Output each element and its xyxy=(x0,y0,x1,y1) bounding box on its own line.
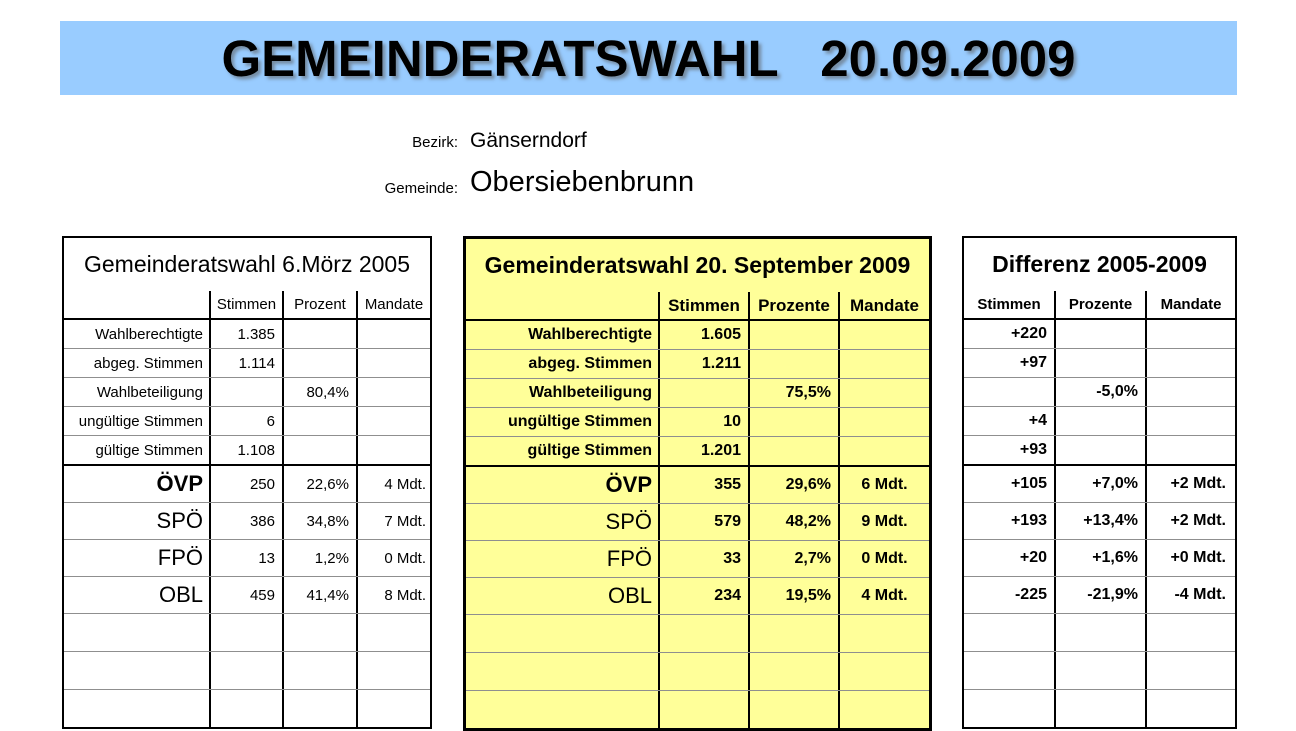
prozent-cell xyxy=(282,436,356,464)
empty-cell xyxy=(838,653,929,690)
empty-row xyxy=(64,652,430,690)
table-row xyxy=(466,578,929,615)
prozent-cell xyxy=(1054,349,1145,377)
mandate-cell: -4 Mdt. xyxy=(1145,577,1235,613)
mandate-cell xyxy=(838,408,929,436)
table-row xyxy=(64,503,430,540)
stimmen-cell: 234 xyxy=(658,578,748,614)
empty-cell xyxy=(356,690,430,727)
table-row xyxy=(964,466,1235,503)
stimmen-cell: 1.114 xyxy=(209,349,282,377)
prozent-cell: -21,9% xyxy=(1054,577,1145,613)
prozent-cell: 29,6% xyxy=(748,467,838,503)
table-differenz-title: Differenz 2005-2009 xyxy=(992,251,1207,277)
mandate-cell xyxy=(356,378,430,406)
empty-cell xyxy=(209,690,282,727)
empty-cell xyxy=(282,652,356,689)
stimmen-cell: 250 xyxy=(209,466,282,502)
table-row xyxy=(466,467,929,504)
header-stimmen: Stimmen xyxy=(977,296,1041,313)
stimmen-cell: +97 xyxy=(1019,354,1047,371)
prozent-cell: 1,2% xyxy=(282,540,356,576)
empty-cell xyxy=(964,652,1054,689)
stimmen-cell: 579 xyxy=(658,504,748,540)
empty-cell xyxy=(1145,652,1235,689)
stimmen-cell: +4 xyxy=(1028,412,1047,429)
table-row xyxy=(964,540,1235,577)
empty-cell xyxy=(209,614,282,651)
mandate-cell xyxy=(838,350,929,378)
header-mandate: Mandate xyxy=(356,291,430,318)
empty-cell xyxy=(838,691,929,728)
table-row xyxy=(466,379,929,408)
empty-cell xyxy=(466,653,658,690)
bezirk-value: Gänserndorf xyxy=(470,129,587,152)
empty-cell xyxy=(964,614,1054,651)
empty-cell xyxy=(356,652,430,689)
stimmen-cell: 1.211 xyxy=(658,350,748,378)
empty-cell xyxy=(658,653,748,690)
stimmen-cell: +93 xyxy=(1019,441,1047,458)
stimmen-cell: +220 xyxy=(1010,325,1047,342)
empty-cell xyxy=(1145,690,1235,727)
prozent-cell: 80,4% xyxy=(282,378,356,406)
table-2005 xyxy=(62,236,432,729)
stimmen-cell: 386 xyxy=(209,503,282,539)
stimmen-cell xyxy=(964,378,1054,406)
table-row xyxy=(466,321,929,350)
stimmen-cell xyxy=(658,379,748,407)
mandate-cell xyxy=(356,320,430,348)
stimmen-cell xyxy=(209,378,282,406)
empty-cell xyxy=(282,614,356,651)
stat-label: ungültige Stimmen xyxy=(508,413,652,430)
party-name: OBL xyxy=(607,583,652,608)
table-2009 xyxy=(463,236,932,731)
table-row xyxy=(64,540,430,577)
table-row xyxy=(466,541,929,578)
title-banner xyxy=(60,21,1237,95)
party-name: OBL xyxy=(158,582,203,607)
empty-cell xyxy=(64,652,209,689)
table-row xyxy=(964,320,1235,349)
table-differenz xyxy=(962,236,1237,729)
stimmen-cell: 6 xyxy=(209,407,282,435)
prozent-cell xyxy=(1054,436,1145,464)
party-name: SPÖ xyxy=(605,509,652,534)
table-row xyxy=(64,466,430,503)
party-name: FPÖ xyxy=(157,545,203,570)
header-mandate: Mandate xyxy=(838,292,929,319)
header-prozent: Prozent xyxy=(282,291,356,318)
stat-label: Wahlberechtigte xyxy=(528,326,652,343)
stimmen-cell: 10 xyxy=(658,408,748,436)
table-row xyxy=(64,349,430,378)
stimmen-cell: 13 xyxy=(209,540,282,576)
header-empty-cell xyxy=(64,291,209,318)
stat-label: Wahlbeteiligung xyxy=(529,384,652,401)
mandate-cell xyxy=(838,321,929,349)
mandate-cell xyxy=(1145,349,1235,377)
mandate-cell: 0 Mdt. xyxy=(838,541,929,577)
bezirk-label: Bezirk: xyxy=(412,134,458,151)
empty-cell xyxy=(964,690,1054,727)
gemeinde-label: Gemeinde: xyxy=(384,180,458,197)
empty-cell xyxy=(64,690,209,727)
table-2009-title: Gemeinderatswahl 20. September 2009 xyxy=(484,252,911,278)
prozent-cell: +1,6% xyxy=(1054,540,1145,576)
prozent-cell: 41,4% xyxy=(282,577,356,613)
stimmen-cell: 1.201 xyxy=(658,437,748,465)
stat-label: gültige Stimmen xyxy=(95,441,203,459)
table-2009-header xyxy=(466,292,929,321)
stimmen-cell: 1.605 xyxy=(658,321,748,349)
prozent-cell xyxy=(748,350,838,378)
table-2005-title: Gemeinderatswahl 6.Mörz 2005 xyxy=(84,251,410,277)
empty-cell xyxy=(748,615,838,652)
table-row xyxy=(964,407,1235,436)
mandate-cell: 8 Mdt. xyxy=(356,577,430,613)
mandate-cell: +2 Mdt. xyxy=(1145,503,1235,539)
table-row xyxy=(64,577,430,614)
mandate-cell xyxy=(356,436,430,464)
prozent-cell: 22,6% xyxy=(282,466,356,502)
stat-label: abgeg. Stimmen xyxy=(93,354,203,372)
table-row xyxy=(466,504,929,541)
mandate-cell xyxy=(356,407,430,435)
stimmen-cell: 459 xyxy=(209,577,282,613)
mandate-cell xyxy=(1145,436,1235,464)
stimmen-cell: +20 xyxy=(1019,549,1047,566)
empty-cell xyxy=(658,691,748,728)
header-prozente: Prozente xyxy=(1054,291,1145,318)
empty-cell xyxy=(466,615,658,652)
empty-cell xyxy=(748,653,838,690)
prozent-cell: 19,5% xyxy=(748,578,838,614)
empty-cell xyxy=(1054,690,1145,727)
empty-row xyxy=(964,690,1235,727)
stimmen-cell: -225 xyxy=(1014,586,1047,603)
empty-cell xyxy=(748,691,838,728)
table-row xyxy=(64,407,430,436)
empty-row xyxy=(64,614,430,652)
table-row xyxy=(466,350,929,379)
empty-cell xyxy=(1145,614,1235,651)
empty-cell xyxy=(356,614,430,651)
empty-row xyxy=(964,652,1235,690)
empty-row xyxy=(466,653,929,691)
table-row xyxy=(964,349,1235,378)
party-name: ÖVP xyxy=(156,471,203,496)
table-row xyxy=(64,320,430,349)
mandate-cell: 0 Mdt. xyxy=(356,540,430,576)
mandate-cell: 6 Mdt. xyxy=(838,467,929,503)
header-empty-cell xyxy=(466,292,658,319)
empty-cell xyxy=(466,691,658,728)
prozent-cell: +13,4% xyxy=(1054,503,1145,539)
mandate-cell: 7 Mdt. xyxy=(356,503,430,539)
prozent-cell: 2,7% xyxy=(748,541,838,577)
header-prozente: Prozente xyxy=(748,292,838,319)
header-stimmen: Stimmen xyxy=(658,292,748,319)
mandate-cell xyxy=(838,437,929,465)
table-row xyxy=(964,436,1235,466)
empty-row xyxy=(64,690,430,727)
table-row xyxy=(466,437,929,467)
stimmen-cell: 1.108 xyxy=(209,436,282,464)
empty-row xyxy=(466,615,929,653)
mandate-cell xyxy=(1145,407,1235,435)
stat-label: gültige Stimmen xyxy=(527,442,652,459)
empty-row xyxy=(466,691,929,728)
stimmen-cell: +105 xyxy=(1010,475,1047,492)
party-name: ÖVP xyxy=(605,472,652,497)
prozent-cell: +7,0% xyxy=(1054,466,1145,502)
empty-cell xyxy=(209,652,282,689)
prozent-cell xyxy=(282,349,356,377)
empty-cell xyxy=(838,615,929,652)
prozent-cell xyxy=(1054,407,1145,435)
table-row xyxy=(964,503,1235,540)
empty-cell xyxy=(64,614,209,651)
empty-row xyxy=(964,614,1235,652)
mandate-cell xyxy=(356,349,430,377)
stat-label: Wahlberechtigte xyxy=(95,325,203,343)
stimmen-cell: +193 xyxy=(1010,512,1047,529)
document-title: GEMEINDERATSWAHL 20.09.2009 xyxy=(221,29,1076,87)
stimmen-cell: 355 xyxy=(658,467,748,503)
empty-cell xyxy=(1054,614,1145,651)
table-row xyxy=(466,408,929,437)
mandate-cell xyxy=(1145,320,1235,348)
stimmen-cell: 33 xyxy=(658,541,748,577)
table-row xyxy=(964,577,1235,614)
mandate-cell xyxy=(1145,378,1235,406)
prozent-cell: 48,2% xyxy=(748,504,838,540)
stat-label: ungültige Stimmen xyxy=(78,412,203,430)
party-name: SPÖ xyxy=(156,508,203,533)
empty-cell xyxy=(282,690,356,727)
prozent-cell: -5,0% xyxy=(1054,378,1145,406)
stat-label: abgeg. Stimmen xyxy=(528,355,652,372)
mandate-cell: +0 Mdt. xyxy=(1145,540,1235,576)
header-mandate: Mandate xyxy=(1145,291,1235,318)
mandate-cell: 9 Mdt. xyxy=(838,504,929,540)
prozent-cell: 75,5% xyxy=(748,379,838,407)
table-row xyxy=(64,436,430,466)
empty-cell xyxy=(658,615,748,652)
table-differenz-header xyxy=(964,291,1235,320)
mandate-cell: 4 Mdt. xyxy=(838,578,929,614)
prozent-cell xyxy=(748,437,838,465)
table-2005-header xyxy=(64,291,430,320)
prozent-cell xyxy=(748,321,838,349)
mandate-cell xyxy=(838,379,929,407)
prozent-cell xyxy=(748,408,838,436)
stimmen-cell: 1.385 xyxy=(209,320,282,348)
empty-cell xyxy=(1054,652,1145,689)
table-row xyxy=(964,378,1235,407)
table-row xyxy=(64,378,430,407)
prozent-cell xyxy=(282,320,356,348)
prozent-cell xyxy=(282,407,356,435)
stat-label: Wahlbeteiligung xyxy=(96,383,203,401)
prozent-cell xyxy=(1054,320,1145,348)
prozent-cell: 34,8% xyxy=(282,503,356,539)
header-stimmen: Stimmen xyxy=(209,291,282,318)
mandate-cell: 4 Mdt. xyxy=(356,466,430,502)
party-name: FPÖ xyxy=(606,546,652,571)
gemeinde-value: Obersiebenbrunn xyxy=(470,166,695,198)
mandate-cell: +2 Mdt. xyxy=(1145,466,1235,502)
